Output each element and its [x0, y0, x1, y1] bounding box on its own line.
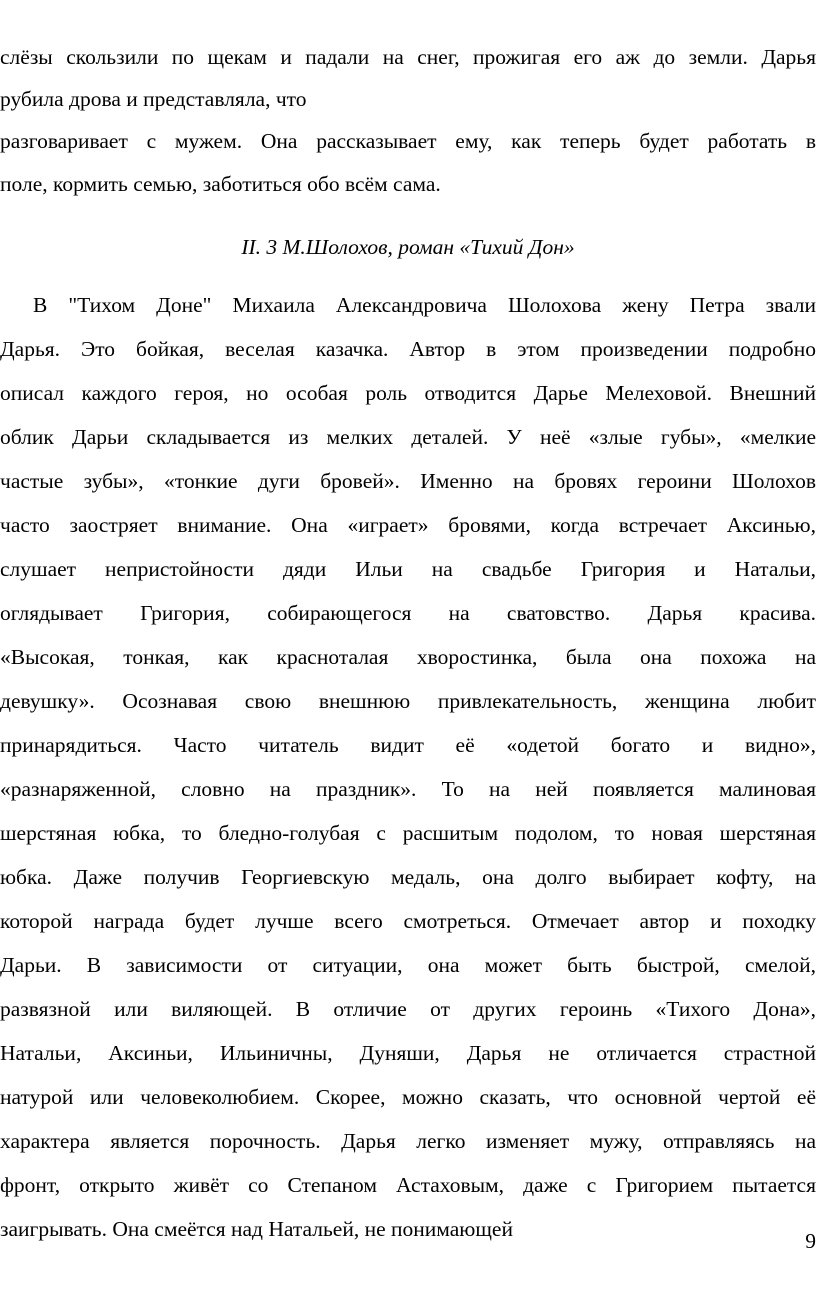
- body-line: которой награда будет лучше всего смотреться. Отмечает автор и походку: [0, 909, 816, 933]
- body-line: Натальи, Аксиньи, Ильиничны, Дуняши, Дарья не отличается страстной: [0, 1041, 816, 1065]
- page-number: 9: [805, 1229, 816, 1253]
- body-line: Дарьи. В зависимости от ситуации, она может быть быстрой, смелой,: [0, 953, 816, 977]
- body-line: фронт, открыто живёт со Степаном Астаховым, даже с Григорием пытается: [0, 1173, 816, 1197]
- body-line: «разнаряженной, словно на праздник». То на ней появляется малиновая: [0, 777, 816, 801]
- body-line: Дарья. Это бойкая, веселая казачка. Автор в этом произведении подробно: [0, 337, 816, 361]
- body-line: развязной или виляющей. В отличие от других героинь «Тихого Дона»,: [0, 997, 816, 1021]
- body-line: «Высокая, тонкая, как красноталая хворостинка, была она похожа на: [0, 645, 816, 669]
- body-line: юбка. Даже получив Георгиевскую медаль, она долго выбирает кофту, на: [0, 865, 816, 889]
- intro-line: поле, кормить семью, заботиться обо всём сама.: [0, 172, 441, 196]
- body-line: характера является порочность. Дарья легко изменяет мужу, отправляясь на: [0, 1129, 816, 1153]
- body-line: принарядиться. Часто читатель видит её «одетой богато и видно»,: [0, 733, 816, 757]
- body-line: натурой или человеколюбием. Скорее, можно сказать, что основной чертой её: [0, 1085, 816, 1109]
- body-line: заигрывать. Она смеётся над Натальей, не понимающей: [0, 1217, 513, 1241]
- body-line: облик Дарьи складывается из мелких деталей. У неё «злые губы», «мелкие: [0, 425, 816, 449]
- body-line: слушает непристойности дяди Ильи на свадьбе Григория и Натальи,: [0, 557, 816, 581]
- body-line: частые зубы», «тонкие дуги бровей». Именно на бровях героини Шолохов: [0, 469, 816, 493]
- intro-line: слёзы скользили по щекам и падали на снег, прожигая его аж до земли. Дарья: [0, 45, 816, 69]
- body-line: описал каждого героя, но особая роль отводится Дарье Мелеховой. Внешний: [0, 381, 816, 405]
- body-line: В "Тихом Доне" Михаила Александровича Шолохова жену Петра звали: [33, 293, 816, 317]
- body-line: шерстяная юбка, то бледно-голубая с расшитым подолом, то новая шерстяная: [0, 821, 816, 845]
- body-line: часто заостряет внимание. Она «играет» бровями, когда встречает Аксинью,: [0, 513, 816, 537]
- intro-line: рубила дрова и представляла, что: [0, 87, 307, 111]
- body-line: девушку». Осознавая свою внешнюю привлекательность, женщина любит: [0, 689, 816, 713]
- intro-line: разговаривает с мужем. Она рассказывает ему, как теперь будет работать в: [0, 129, 816, 153]
- section-heading: II. 3 М.Шолохов, роман «Тихий Дон»: [241, 235, 575, 259]
- body-line: оглядывает Григория, собирающегося на сватовство. Дарья красива.: [0, 601, 816, 625]
